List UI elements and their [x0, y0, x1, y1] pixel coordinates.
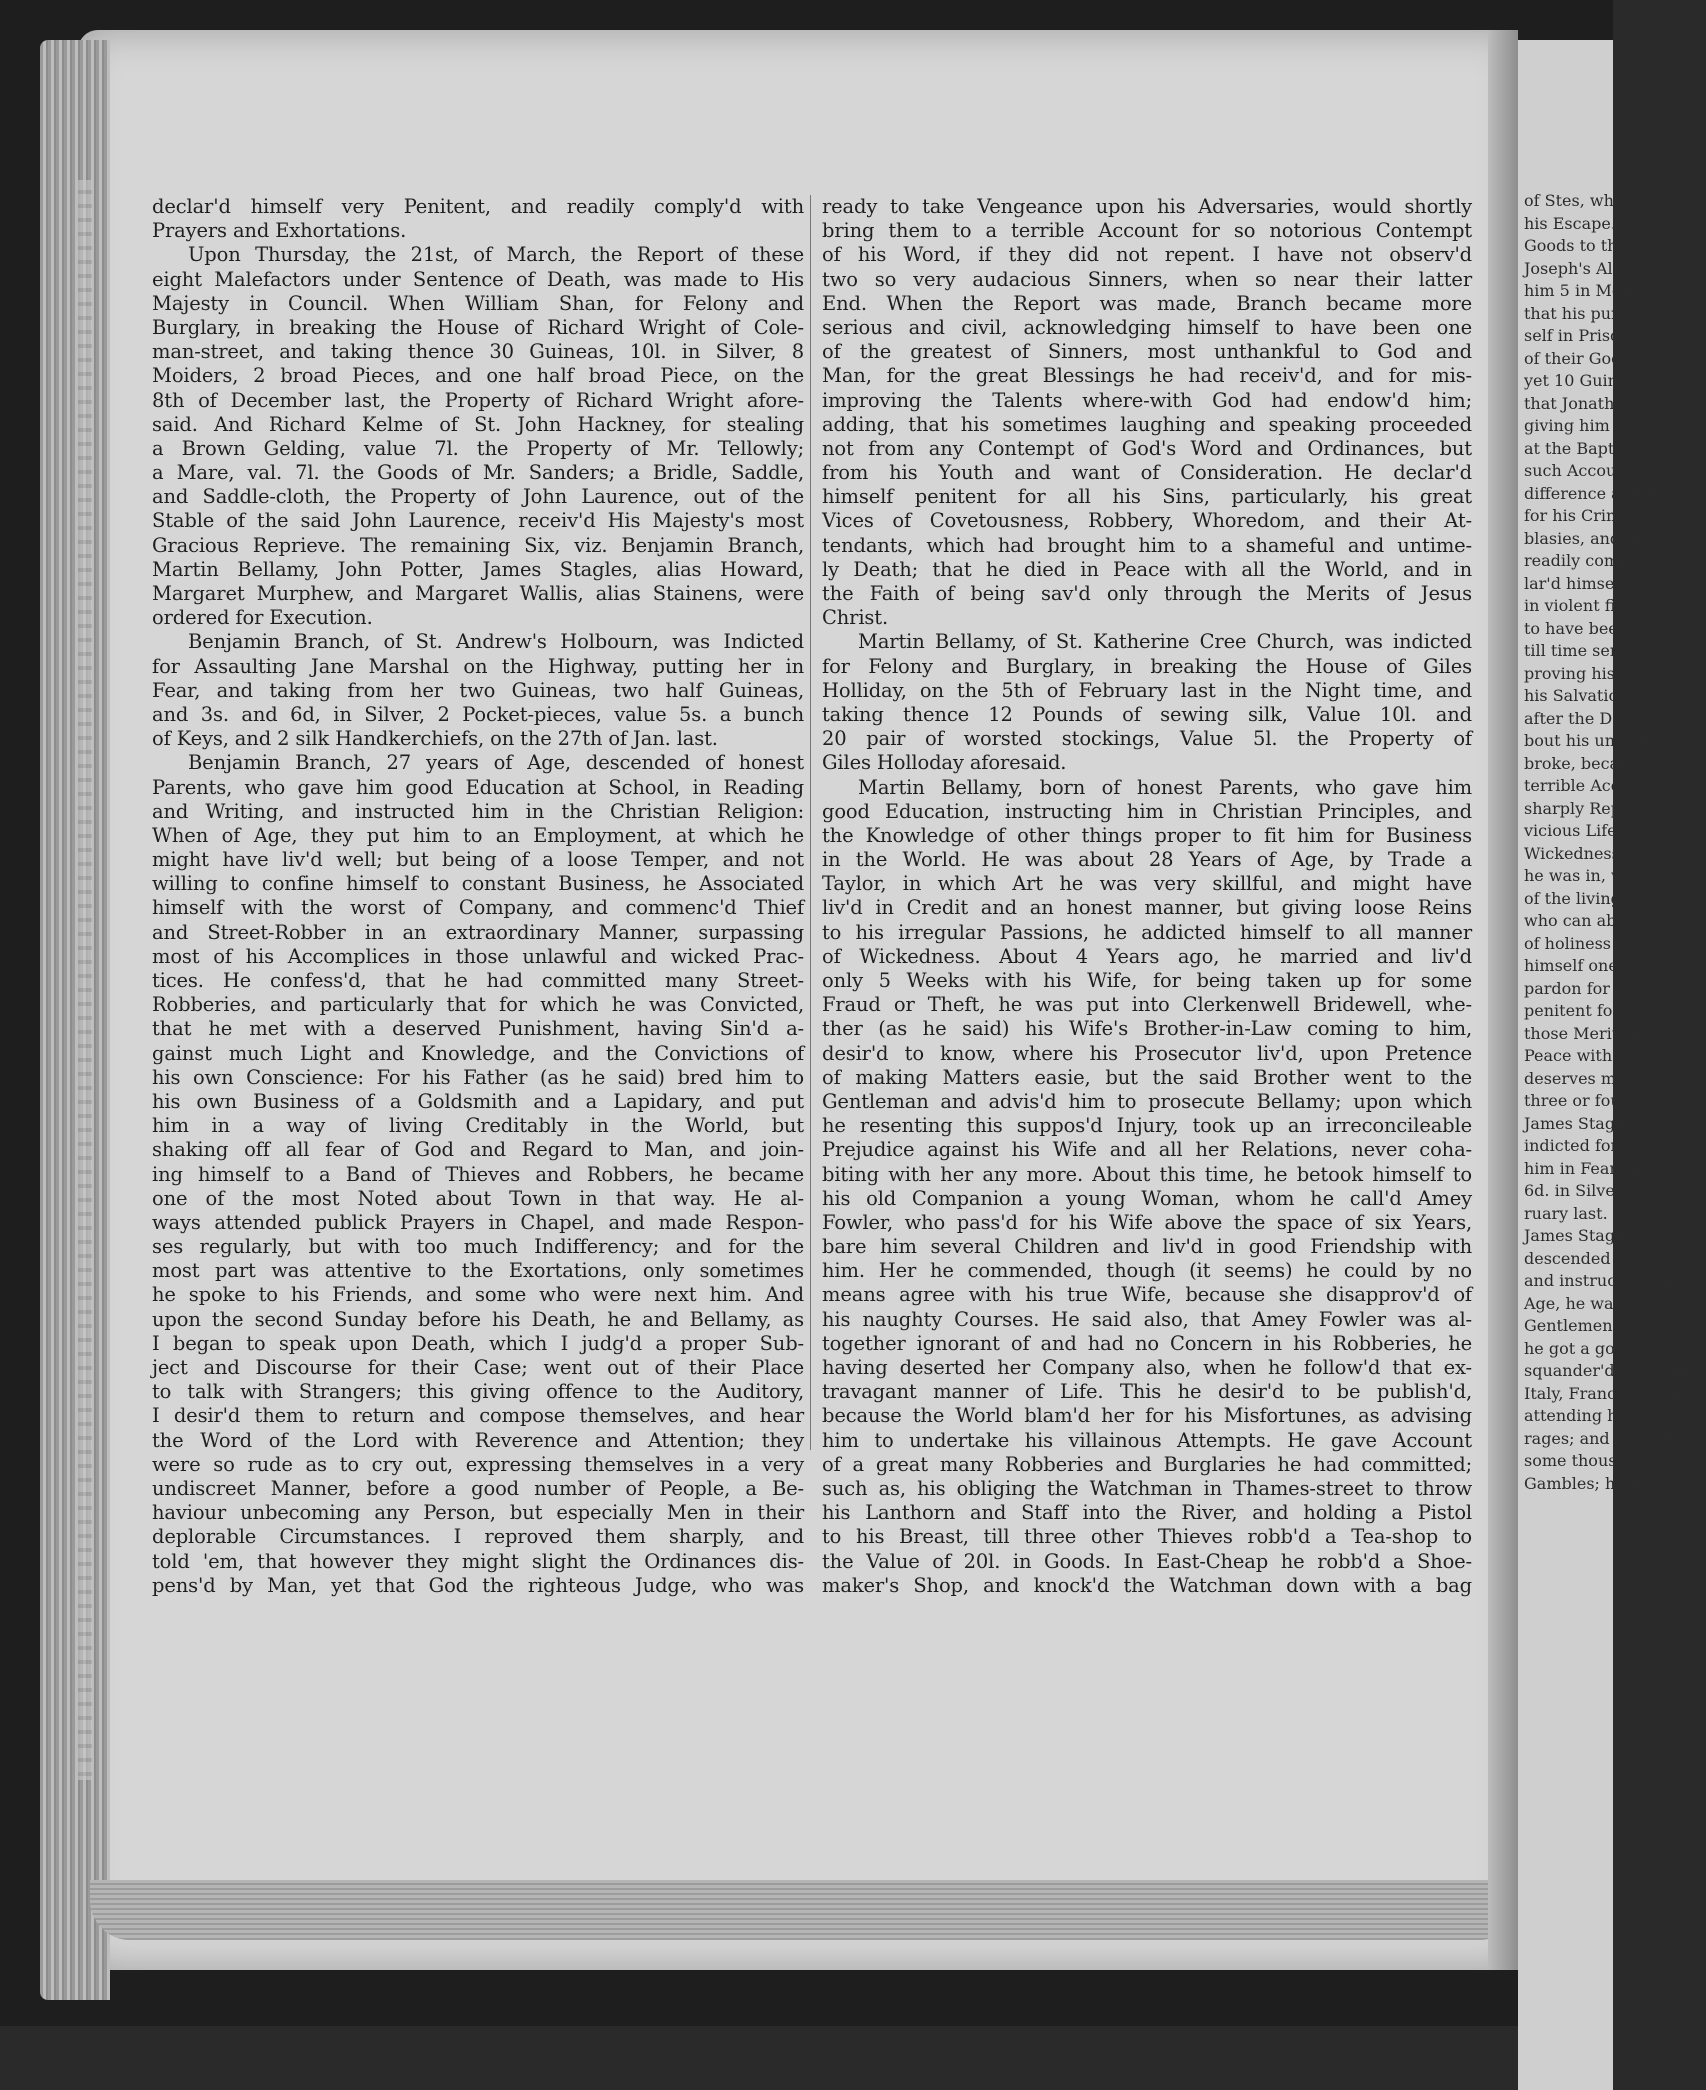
text-line: together ignorant of and had no Concern in his Robberies, he	[822, 1331, 1472, 1355]
next-page-line: of their Goods.	[1524, 348, 1645, 368]
text-line: Parents, who gave him good Education at School, in Reading	[152, 775, 804, 799]
next-page-line: Wickedness. I re	[1524, 843, 1659, 863]
text-line: his naughty Courses. He said also, that Amey Fowler was al-	[822, 1307, 1472, 1331]
text-line: haviour unbecoming any Person, but especially Men in their	[152, 1501, 804, 1525]
text-line: taking thence 12 Pounds of sewing silk, Value 10l. and	[822, 702, 1472, 726]
text-line: a Mare, val. 7l. the Goods of Mr. Sanders; a Bridle, Saddle,	[152, 461, 804, 485]
text-line: for Felony and Burglary, in breaking the House of Giles	[822, 654, 1472, 678]
text-line: Prayers and Exhortations.	[152, 219, 407, 243]
next-page-line: blasies, and thus	[1524, 528, 1661, 548]
page-bottom-edge	[90, 1880, 1510, 1940]
next-page-line: of the living God,	[1524, 888, 1664, 908]
text-line: Majesty in Council. When William Shan, for Felony and	[152, 291, 804, 315]
next-page-line: lar'd himself wer	[1524, 573, 1662, 593]
text-line: two so very audacious Sinners, when so near their latter	[822, 267, 1472, 291]
next-page-line: he got a good Portion	[1524, 1338, 1699, 1358]
text-line: When of Age, they put him to an Employment, at which he	[152, 823, 804, 847]
next-page-line: penitent for all his	[1524, 1001, 1674, 1020]
text-line: I began to speak upon Death, which I judg'd a proper Sub-	[152, 1331, 804, 1355]
text-line: most part was attentive to the Exortations, only sometimes	[152, 1259, 804, 1283]
text-line: travagant manner of Life. This he desir'd to be publish'd,	[822, 1380, 1472, 1404]
text-line: the Word of the Lord with Reverence and Attention; they	[152, 1428, 804, 1452]
text-line: ly Death; that he died in Peace with all the World, and in	[822, 557, 1472, 581]
text-line: only 5 Weeks with his Wife, for being taken up for some	[822, 969, 1472, 992]
text-line: tendants, which had brought him to a shameful and untime-	[822, 533, 1472, 557]
text-line: the Value of 20l. in Goods. In East-Cheap he robb'd a Shoe-	[822, 1549, 1472, 1573]
text-line: Moiders, 2 broad Pieces, and one half broad Piece, on the	[152, 364, 804, 388]
next-page-line: of holiness no M	[1524, 933, 1658, 953]
text-line: might have liv'd well; but being of a loose Temper, and not	[152, 848, 804, 872]
text-line: ordered for Execution.	[152, 606, 373, 630]
text-line: Taylor, in which Art he was very skillful, and might have	[822, 872, 1472, 896]
next-page-line: himself one of the	[1524, 956, 1670, 975]
text-line: End. When the Report was made, Branch became more	[822, 291, 1472, 315]
text-line: means agree with his true Wife, because she disapprov'd of	[822, 1283, 1472, 1307]
text-line: in the World. He was about 28 Years of Age, by Trade a	[822, 848, 1472, 872]
text-line: gainst much Light and Knowledge, and the Convictions of	[152, 1041, 804, 1065]
text-line: for Assaulting Jane Marshal on the Highway, putting her in	[152, 654, 804, 678]
text-line: man-street, and taking thence 30 Guineas, 10l. in Silver, 8	[152, 340, 804, 364]
text-line: from his Youth and want of Consideration. He declar'd	[822, 461, 1472, 485]
text-line: his Lanthorn and Staff into the River, and holding a Pistol	[822, 1501, 1472, 1525]
text-line: Giles Holloday aforesaid.	[822, 751, 1067, 775]
text-line: serious and civil, acknowledging himself to have been one	[822, 315, 1472, 339]
text-line: the Faith of being sav'd only through the Merits of Jesus	[822, 582, 1472, 605]
next-page-line: squander'd away. He	[1524, 1361, 1693, 1380]
next-page-line: attending his Master	[1524, 1406, 1694, 1425]
next-page-line: self in Prison,	[1524, 326, 1636, 345]
column-divider	[810, 195, 811, 1450]
text-line: such as, his obliging the Watchman in Thames-street to throw	[822, 1476, 1472, 1500]
text-line: Gracious Reprieve. The remaining Six, viz. Benjamin Branch,	[152, 533, 804, 557]
text-line: of Wickedness. About 4 Years ago, he married and liv'd	[822, 944, 1472, 968]
text-line: upon the second Sunday before his Death, he and Bellamy, as	[152, 1307, 804, 1331]
text-line: told 'em, that however they might slight the Ordinances dis-	[152, 1549, 804, 1573]
next-page-line: after the Dead-W	[1524, 708, 1663, 728]
text-line: himself penitent for all his Sins, particularly, his great	[822, 485, 1472, 509]
next-page-line: ruary last.	[1524, 1203, 1608, 1223]
text-line: his own Business of a Goldsmith and a Lapidary, and put	[152, 1089, 804, 1113]
text-line: the Knowledge of other things proper to fit him for Business	[822, 823, 1472, 847]
text-line: Christ.	[822, 606, 889, 630]
next-page-line: James Stagles alias	[1524, 1226, 1681, 1245]
next-page-line: Gentlemen, and ma	[1524, 1316, 1683, 1335]
text-line: to his Breast, till three other Thieves robb'd a Tea-shop to	[822, 1525, 1472, 1549]
text-line: I desir'd them to return and compose themselves, and hear	[152, 1404, 804, 1428]
text-line: tices. He confess'd, that he had committed many Street-	[152, 969, 804, 992]
column-right	[822, 195, 1472, 1598]
next-page-line: him in Fear, and t	[1524, 1158, 1668, 1178]
text-line: ways attended publick Prayers in Chapel, and made Respon-	[152, 1210, 804, 1234]
text-line: him in a way of living Creditably in the World, but	[152, 1114, 804, 1138]
next-page-line: his Escape. I	[1524, 213, 1628, 233]
text-line: Fraud or Theft, he was put into Clerkenwell Bridewell, whe-	[822, 993, 1472, 1017]
text-line: good Education, instructing him in Christian Principles, and	[822, 799, 1472, 823]
text-line: 8th of December last, the Property of Richard Wright afore-	[152, 388, 804, 412]
text-line: Stable of the said John Laurence, receiv'd His Majesty's most	[152, 509, 804, 533]
text-line: his old Companion a young Woman, whom he call'd Amey	[822, 1186, 1472, 1210]
text-line: of his Word, if they did not repent. I have not observ'd	[822, 243, 1472, 267]
page-fray	[78, 180, 92, 1780]
text-line: a Brown Gelding, value 7l. the Property of Mr. Tellowly;	[152, 436, 804, 460]
next-page-line: to have been Craz	[1524, 618, 1672, 638]
next-page-line: who can abide with	[1524, 911, 1682, 930]
text-line: eight Malefactors under Sentence of Death, was made to His	[152, 267, 804, 291]
text-line: Margaret Murphew, and Margaret Wallis, alias Stainens, were	[152, 582, 804, 605]
text-line: biting with her any more. About this time, he betook himself to	[822, 1162, 1472, 1186]
text-line: Upon Thursday, the 21st, of March, the Report of these	[188, 243, 804, 267]
next-page-line: difference and Bo	[1524, 483, 1668, 503]
next-page-line: Peace with all the V	[1524, 1046, 1685, 1065]
next-page-line: three or four Days	[1524, 1091, 1673, 1110]
text-line: him to undertake his villainous Attempts. He gave Account	[822, 1428, 1472, 1452]
text-line: Prejudice against his Wife and all her Relations, never coha-	[822, 1138, 1472, 1162]
text-line: willing to confine himself to constant Business, he Associated	[152, 872, 804, 896]
text-line: bring them to a terrible Account for so notorious Contempt	[822, 219, 1472, 243]
text-line: himself with the worst of Company, and commenc'd Thief	[152, 896, 804, 920]
text-line: his own Conscience: For his Father (as he said) bred him to	[152, 1065, 804, 1089]
text-line: having deserted her Company also, when he follow'd that ex-	[822, 1356, 1472, 1379]
text-line: bare him several Children and liv'd in good Friendship with	[822, 1235, 1472, 1259]
text-line: of a great many Robberies and Burglaries he had committed;	[822, 1452, 1472, 1476]
text-line: of the greatest of Sinners, most unthankful to God and	[822, 340, 1472, 364]
next-page-line: yet 10 Guineas	[1524, 371, 1646, 390]
next-page-line: Age, he was not put	[1524, 1293, 1686, 1313]
next-page-line: pardon for the man	[1524, 978, 1682, 998]
text-line: most of his Accomplices in those unlawful and wicked Prac-	[152, 944, 804, 968]
text-line: undiscreet Manner, before a good number of People, a Be-	[152, 1476, 804, 1500]
text-line: were so rude as to cry out, expressing themselves in a very	[152, 1452, 804, 1476]
next-page-line: that Jonathan W	[1524, 393, 1656, 413]
next-page-line: some thousand of P	[1524, 1451, 1684, 1470]
text-line: to talk with Strangers; this giving offence to the Auditory,	[152, 1380, 804, 1404]
text-line: ses regularly, but with too much Indifferency; and for the	[152, 1235, 804, 1259]
text-line: one of the most Noted about Town in that way. He al-	[152, 1186, 804, 1210]
next-page-fragment	[1518, 40, 1706, 2090]
next-page-line: that his pursui	[1524, 303, 1643, 323]
next-page-line: at the Baptist-he	[1524, 438, 1660, 458]
column-left	[152, 195, 804, 1598]
text-line: improving the Talents where-with God had endow'd him;	[822, 388, 1472, 412]
next-page-line: vicious Life, h	[1524, 821, 1638, 840]
next-page-line: his Salvation w	[1524, 686, 1648, 705]
text-line: said. And Richard Kelme of St. John Hackney, for stealing	[152, 412, 804, 436]
book-gutter	[1488, 30, 1518, 1970]
next-page-line: indicted for Assaul	[1524, 1136, 1677, 1155]
text-line: desir'd to know, where his Prosecutor liv'd, upon Pretence	[822, 1041, 1472, 1065]
text-line: Fowler, who pass'd for his Wife above the space of six Years,	[822, 1210, 1472, 1234]
next-page-line: terrible Accou	[1524, 776, 1640, 795]
next-page-line: Italy, France, the H	[1524, 1383, 1681, 1403]
text-line: him. Her he commended, though (it seems) he could by no	[822, 1259, 1472, 1283]
next-page-line: those Merits he ho	[1524, 1023, 1677, 1043]
next-page-line: readily comply'	[1524, 551, 1648, 570]
next-page-line: for his Crimes, I	[1524, 506, 1656, 525]
text-line: he resenting this suppos'd Injury, took up an irreconcileable	[822, 1114, 1472, 1138]
next-page-line: him 5 in Mon	[1524, 281, 1632, 300]
text-line: Martin Bellamy, of St. Katherine Cree Church, was indicted	[858, 630, 1472, 654]
text-line: not from any Contempt of God's Word and Ordinances, but	[822, 436, 1472, 460]
text-line: deplorable Circumstances. I reproved them sharply, and	[152, 1525, 804, 1549]
text-line: 20 pair of worsted stockings, Value 5l. the Property of	[822, 727, 1472, 751]
text-line: Martin Bellamy, born of honest Parents, who gave him	[858, 775, 1472, 799]
next-page-line: proving his few	[1524, 663, 1650, 683]
text-line: Holliday, on the 5th of February last in the Night time, and	[822, 678, 1472, 702]
text-line: ing himself to a Band of Thieves and Robbers, he became	[152, 1162, 804, 1186]
next-page-line: bout his unhappy	[1524, 731, 1665, 750]
text-line: declar'd himself very Penitent, and readily comply'd with	[152, 195, 804, 218]
text-line: Robberies, and particularly that for which he was Convicted,	[152, 993, 804, 1017]
next-page-line: and instructed him i	[1524, 1271, 1689, 1290]
next-page-line: giving him 5l.	[1524, 416, 1636, 435]
text-line: to his irregular Passions, he addicted himself to all manner	[822, 920, 1472, 944]
next-page-line: descended of honest	[1524, 1248, 1691, 1268]
text-line: maker's Shop, and knock'd the Watchman down with a bag	[822, 1573, 1472, 1597]
text-line: Martin Bellamy, John Potter, James Stagles, alias Howard,	[152, 557, 804, 581]
text-line: and Saddle-cloth, the Property of John Laurence, out of the	[152, 485, 804, 509]
page-edge-stack	[40, 40, 110, 2000]
next-page-line: rages; and when he	[1524, 1428, 1684, 1448]
next-page-line: James Stagles, ali	[1524, 1113, 1668, 1133]
next-page-line: deserves much oblig'd	[1524, 1068, 1706, 1088]
next-page-line: broke, because o	[1524, 753, 1662, 773]
text-line: Man, for the great Blessings he had receiv'd, and for mis-	[822, 364, 1472, 388]
text-line: ject and Discourse for their Case; went out of their Place	[152, 1356, 804, 1379]
text-line: he spoke to his Friends, and some who were next him. And	[152, 1283, 804, 1307]
text-line: Benjamin Branch, of St. Andrew's Holbourn, was Indicted	[188, 630, 804, 654]
next-page-line: he was in, what a t	[1524, 866, 1678, 885]
next-page-line: Goods to the V	[1524, 236, 1644, 255]
next-page-line: in violent fits o	[1524, 596, 1645, 615]
next-page-line: of Stes, whic	[1524, 191, 1628, 210]
text-line: ready to take Vengeance upon his Adversaries, would shortly	[822, 195, 1472, 218]
text-line: and 3s. and 6d, in Silver, 2 Pocket-pieces, value 5s. a bunch	[152, 702, 804, 726]
text-line: Gentleman and advis'd him to prosecute Bellamy; upon which	[822, 1089, 1472, 1113]
text-line: ther (as he said) his Wife's Brother-in-Law coming to him,	[822, 1017, 1472, 1041]
next-page-line: such Accounts he	[1524, 461, 1667, 480]
text-line: Vices of Covetousness, Robbery, Whoredom, and their At-	[822, 509, 1472, 533]
text-line: pens'd by Man, yet that God the righteous Judge, who was	[152, 1573, 804, 1597]
text-line: that he met with a deserved Punishment, having Sin'd a-	[152, 1017, 804, 1041]
next-page-line: 6d. in Silver, a	[1524, 1181, 1641, 1200]
text-line: because the World blam'd her for his Misfortunes, as advising	[822, 1404, 1472, 1428]
next-page-line: sharply Reprov'd	[1524, 798, 1662, 818]
text-line: of making Matters easie, but the said Brother went to the	[822, 1065, 1472, 1089]
text-line: Benjamin Branch, 27 years of Age, descended of honest	[188, 751, 804, 775]
text-line: Burglary, in breaking the House of Richard Wright of Cole-	[152, 315, 804, 339]
text-line: and Writing, and instructed him in the Christian Religion:	[152, 799, 804, 823]
next-page-line: Joseph's Alder	[1524, 258, 1640, 278]
text-line: of Keys, and 2 silk Handkerchiefs, on the 27th of Jan. last.	[152, 727, 718, 751]
text-line: shaking off all fear of God and Regard to Man, and join-	[152, 1138, 804, 1162]
text-line: adding, that his sometimes laughing and speaking proceeded	[822, 412, 1472, 436]
text-line: liv'd in Credit and an honest manner, but giving loose Reins	[822, 896, 1472, 920]
next-page-line: till time seriousl	[1524, 641, 1656, 660]
text-line: and Street-Robber in an extraordinary Manner, surpassing	[152, 920, 804, 944]
next-page-line: Gambles; he purchas	[1524, 1473, 1696, 1493]
text-line: Fear, and taking from her two Guineas, two half Guineas,	[152, 678, 804, 702]
